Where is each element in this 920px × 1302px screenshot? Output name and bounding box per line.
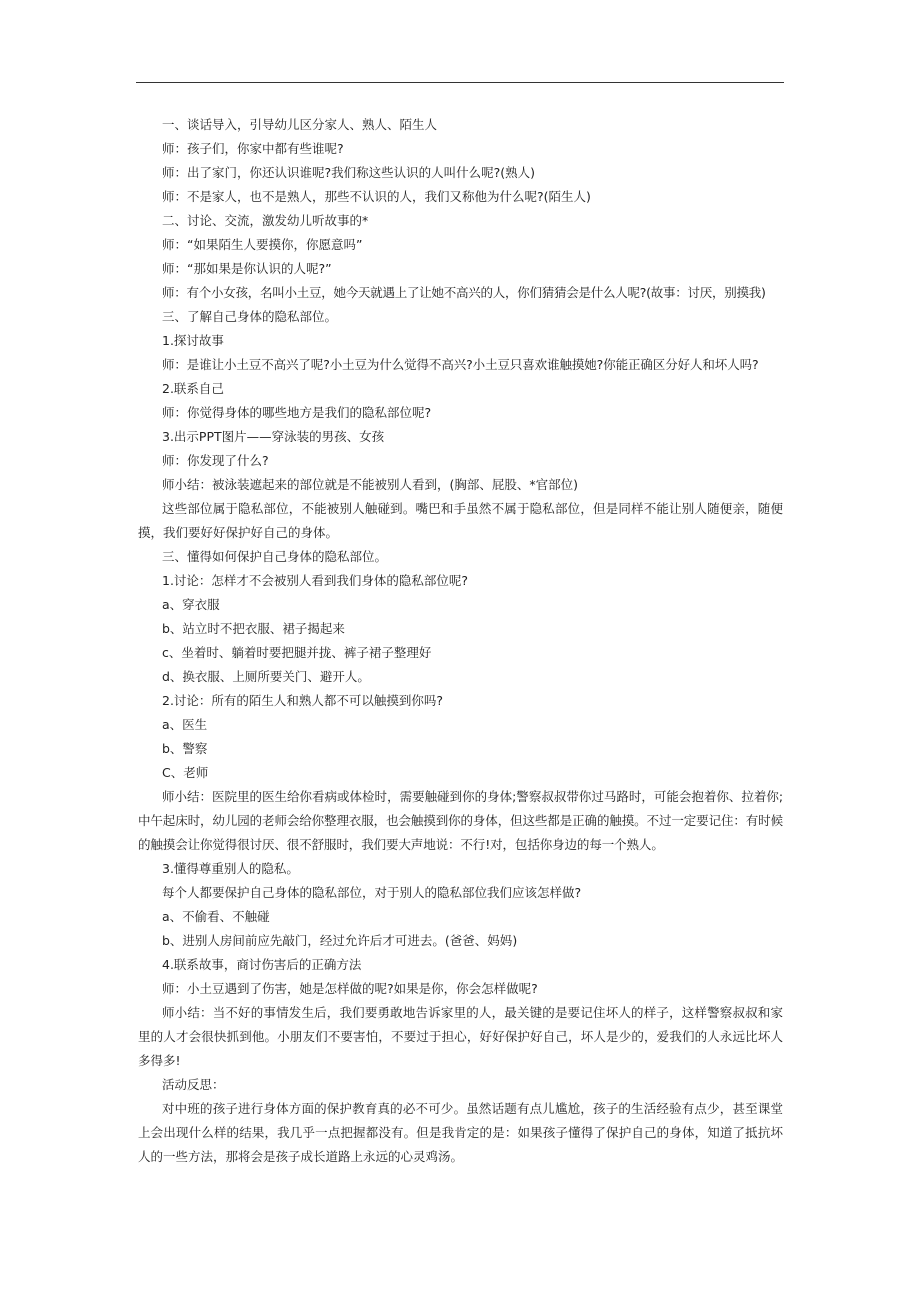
subheading: 1.讨论：怎样才不会被别人看到我们身体的隐私部位呢?: [162, 573, 469, 588]
text-line: 每个人都要保护自己身体的隐私部位，对于别人的隐私部位我们应该怎样做?: [162, 885, 582, 900]
subheading: 1.探讨故事: [162, 333, 224, 348]
subheading: 4.联系故事，商讨伤害后的正确方法: [162, 957, 362, 972]
text-line: 师小结：被泳装遮起来的部位就是不能被别人看到，(胸部、屁股、*官部位): [162, 477, 579, 492]
text-line: 师：不是家人，也不是熟人，那些不认识的人，我们又称他为什么呢?(陌生人): [162, 189, 591, 204]
list-item: a、穿衣服: [162, 597, 220, 612]
text-line: 师：有个小女孩，名叫小土豆，她今天就遇上了让她不高兴的人，你们猜猜会是什么人呢?(故事：讨厌，别摸我): [162, 285, 766, 300]
list-item: d、换衣服、上厕所要关门、避开人。: [162, 669, 370, 684]
text-line: 师：出了家门，你还认识谁呢?我们称这些认识的人叫什么呢?(熟人): [162, 165, 536, 180]
list-item: b、警察: [162, 741, 208, 756]
subheading: 2.联系自己: [162, 381, 224, 396]
paragraph: 这些部位属于隐私部位，不能被别人触碰到。嘴巴和手虽然不属于隐私部位，但是同样不能让别人随便亲，随便摸，我们要好好保护好自己的身体。: [138, 501, 783, 540]
paragraph: 师小结：医院里的医生给你看病或体检时，需要触碰到你的身体;警察叔叔带你过马路时，可能会抱着你、拉着你;中午起床时，幼儿园的老师会给你整理衣服，也会触摸到你的身体，但这些都是正确的触摸。不过一定要记住：有时候的触摸会让你觉得很讨厌、很不舒服时，我们要大声地说：不行!对，包括你身边的每一个熟人。: [138, 789, 783, 852]
list-item: C、老师: [162, 765, 209, 780]
text-line: 师：“如果陌生人要摸你，你愿意吗”: [162, 237, 363, 252]
list-item: b、进别人房间前应先敲门，经过允许后才可进去。(爸爸、妈妈): [162, 933, 518, 948]
section-heading-2: 二、讨论、交流，激发幼儿听故事的*: [162, 213, 369, 228]
paragraph: 对中班的孩子进行身体方面的保护教育真的必不可少。虽然话题有点儿尴尬，孩子的生活经验有点少，甚至课堂上会出现什么样的结果，我几乎一点把握都没有。但是我肯定的是：如果孩子懂得了保护自己的身体，知道了抵抗坏人的一些方法，那将会是孩子成长道路上永远的心灵鸡汤。: [138, 1101, 783, 1164]
text-line: 师：孩子们，你家中都有些谁呢?: [162, 141, 344, 156]
text-line: 师：你发现了什么?: [162, 453, 269, 468]
list-item: b、站立时不把衣服、裙子揭起来: [162, 621, 345, 636]
subheading: 3.出示PPT图片——穿泳装的男孩、女孩: [162, 429, 385, 444]
text-line: 师：你觉得身体的哪些地方是我们的隐私部位呢?: [162, 405, 432, 420]
text-line: 师：小土豆遇到了伤害，她是怎样做的呢?如果是你，你会怎样做呢?: [162, 981, 538, 996]
section-heading-1: 一、谈话导入，引导幼儿区分家人、熟人、陌生人: [162, 117, 438, 132]
reflection-title: 活动反思：: [162, 1077, 225, 1092]
list-item: a、不偷看、不触碰: [162, 909, 270, 924]
text-line: 师：“那如果是你认识的人呢?”: [162, 261, 332, 276]
subheading: 3.懂得尊重别人的隐私。: [162, 861, 299, 876]
header-rule: [136, 82, 784, 83]
text-line: 师：是谁让小土豆不高兴了呢?小土豆为什么觉得不高兴?小土豆只喜欢谁触摸她?你能正确区分好人和坏人吗?: [162, 357, 759, 372]
section-heading-3: 三、了解自己身体的隐私部位。: [162, 309, 338, 324]
document-body: [138, 113, 783, 1169]
list-item: a、医生: [162, 717, 208, 732]
subheading: 2.讨论：所有的陌生人和熟人都不可以触摸到你吗?: [162, 693, 444, 708]
section-heading-4: 三、懂得如何保护自己身体的隐私部位。: [162, 549, 388, 564]
list-item: c、坐着时、躺着时要把腿并拢、裤子裙子整理好: [162, 645, 432, 660]
paragraph: 师小结：当不好的事情发生后，我们要勇敢地告诉家里的人，最关键的是要记住坏人的样子，这样警察叔叔和家里的人才会很快抓到他。小朋友们不要害怕，不要过于担心，好好保护好自己，坏人是少的，爱我们的人永远比坏人多得多!: [138, 1005, 783, 1068]
